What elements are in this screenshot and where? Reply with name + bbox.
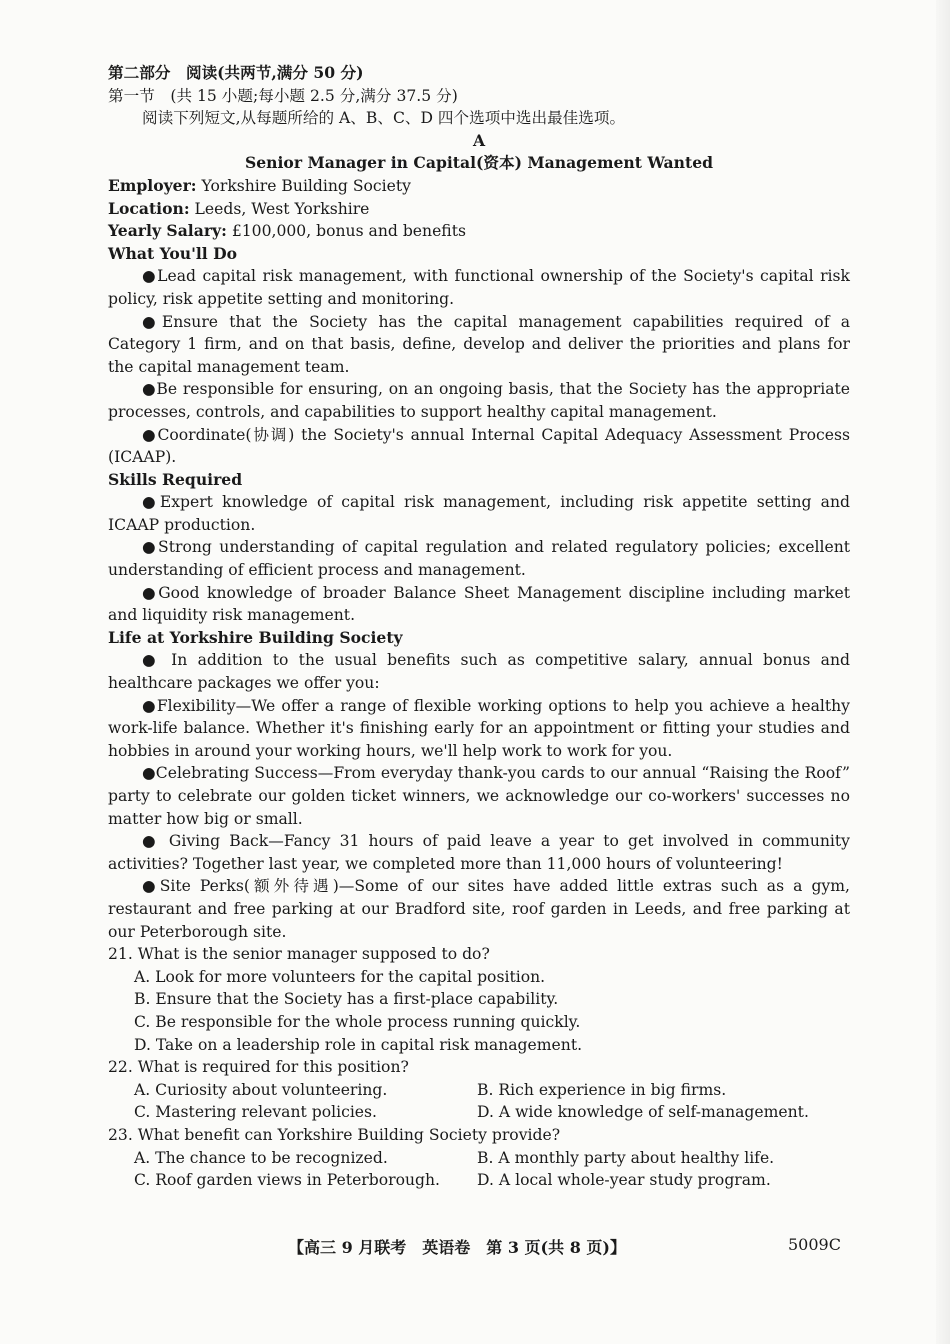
what-item: ●Coordinate(协调) the Society's annual Internal Capital Adequacy Assessment Process (ICAAP). (108, 425, 850, 467)
part-heading: 第二部分 阅读(共两节,满分 50 分) (108, 63, 364, 82)
passage-title: Senior Manager in Capital(资本) Management Wanted (244, 153, 714, 173)
q22-options-row-2 (108, 1101, 850, 1124)
employer-label: Employer: (108, 175, 197, 195)
life-item: ●Celebrating Success—From everyday thank-you cards to our annual “Raising the Roof” party to celebrate our golden ticket winners, we acknowledge our co-workers' successes no matter how big or small. (108, 764, 850, 828)
salary-value: £100,000, bonus and benefits (226, 222, 466, 241)
location-value: Leeds, West Yorkshire (189, 199, 370, 218)
q23-options-row-1 (108, 1147, 850, 1170)
skills-item: ●Expert knowledge of capital risk management, including risk appetite setting and ICAAP production. (108, 493, 850, 534)
instruction: 阅读下列短文,从每题所给的 A、B、C、D 四个选项中选出最佳选项。 (142, 109, 626, 128)
life-item: ● Giving Back—Fancy 31 hours of paid leave a year to get involved in community activities? Together last year, we completed more than 11,000 hours of volunteering! (108, 832, 850, 873)
what-item: ●Be responsible for ensuring, on an ongoing basis, that the Society has the appropriate processes, controls, and capabilities to support healthy capital management. (108, 380, 850, 421)
q22-options-row-1 (108, 1079, 850, 1102)
page-content (108, 62, 850, 1192)
question-22-stem: 22. What is required for this position? (108, 1058, 409, 1077)
salary-line (108, 220, 850, 243)
scan-edge (936, 0, 950, 1344)
footer-code: 5009C (788, 1235, 841, 1254)
q23-options-row-2 (108, 1169, 850, 1192)
q21-option-b: B. Ensure that the Society has a first-place capability. (134, 990, 559, 1009)
q23-option-a: A. The chance to be recognized. (134, 1148, 388, 1167)
skills-heading: Skills Required (108, 469, 243, 489)
q22-option-c: C. Mastering relevant policies. (134, 1103, 377, 1122)
location-line (108, 198, 850, 221)
q21-option-c: C. Be responsible for the whole process running quickly. (134, 1012, 581, 1031)
q22-option-b: B. Rich experience in big firms. (477, 1080, 727, 1099)
q21-option-d: D. Take on a leadership role in capital risk management. (134, 1035, 583, 1054)
footer-text: 【高三 9 月联考 英语卷 第 3 页(共 8 页)】 (288, 1238, 626, 1257)
what-item: ●Lead capital risk management, with functional ownership of the Society's capital risk policy, risk appetite setting and monitoring. (108, 267, 850, 308)
salary-label: Yearly Salary: (108, 221, 227, 241)
skills-item: ●Strong understanding of capital regulation and related regulatory policies; excellent understanding of efficient process and management. (108, 538, 850, 580)
passage-letter: A (472, 130, 486, 150)
q23-option-d: D. A local whole-year study program. (477, 1171, 771, 1190)
employer-value: Yorkshire Building Society (196, 176, 411, 195)
skills-item: ●Good knowledge of broader Balance Sheet Management discipline including market and liquidity risk management. (108, 583, 850, 625)
life-heading: Life at Yorkshire Building Society (108, 627, 403, 647)
q23-option-b: B. A monthly party about healthy life. (477, 1148, 775, 1167)
q22-option-a: A. Curiosity about volunteering. (134, 1080, 388, 1099)
life-item: ●Flexibility—We offer a range of flexible working options to help you achieve a healthy work-life balance. Whether it's finishing early for an appointment or fitting your studies and hobbies in around your working hours, we'll help work to work for you. (108, 696, 850, 760)
life-item: ● In addition to the usual benefits such as competitive salary, annual bonus and healthcare packages we offer you: (108, 651, 850, 693)
life-item: ●Site Perks(额外待遇)—Some of our sites have added little extras such as a gym, restaurant and free parking at our Bradford site, roof garden in Leeds, and free parking at our Peterborough site. (108, 877, 850, 941)
question-23-stem: 23. What benefit can Yorkshire Building Society provide? (108, 1125, 561, 1144)
what-heading: What You'll Do (108, 243, 238, 263)
q21-option-a: A. Look for more volunteers for the capital position. (134, 967, 546, 986)
q22-option-d: D. A wide knowledge of self-management. (477, 1103, 809, 1122)
section-heading: 第一节 (共 15 小题;每小题 2.5 分,满分 37.5 分) (108, 86, 458, 105)
employer-line (108, 175, 850, 198)
question-21-stem: 21. What is the senior manager supposed to do? (108, 945, 490, 964)
what-item: ●Ensure that the Society has the capital management capabilities required of a Category 1 firm, and on that basis, define, develop and deliver the priorities and plans for the capital management team. (108, 312, 850, 376)
q23-option-c: C. Roof garden views in Peterborough. (134, 1171, 441, 1190)
location-label: Location: (108, 198, 190, 218)
